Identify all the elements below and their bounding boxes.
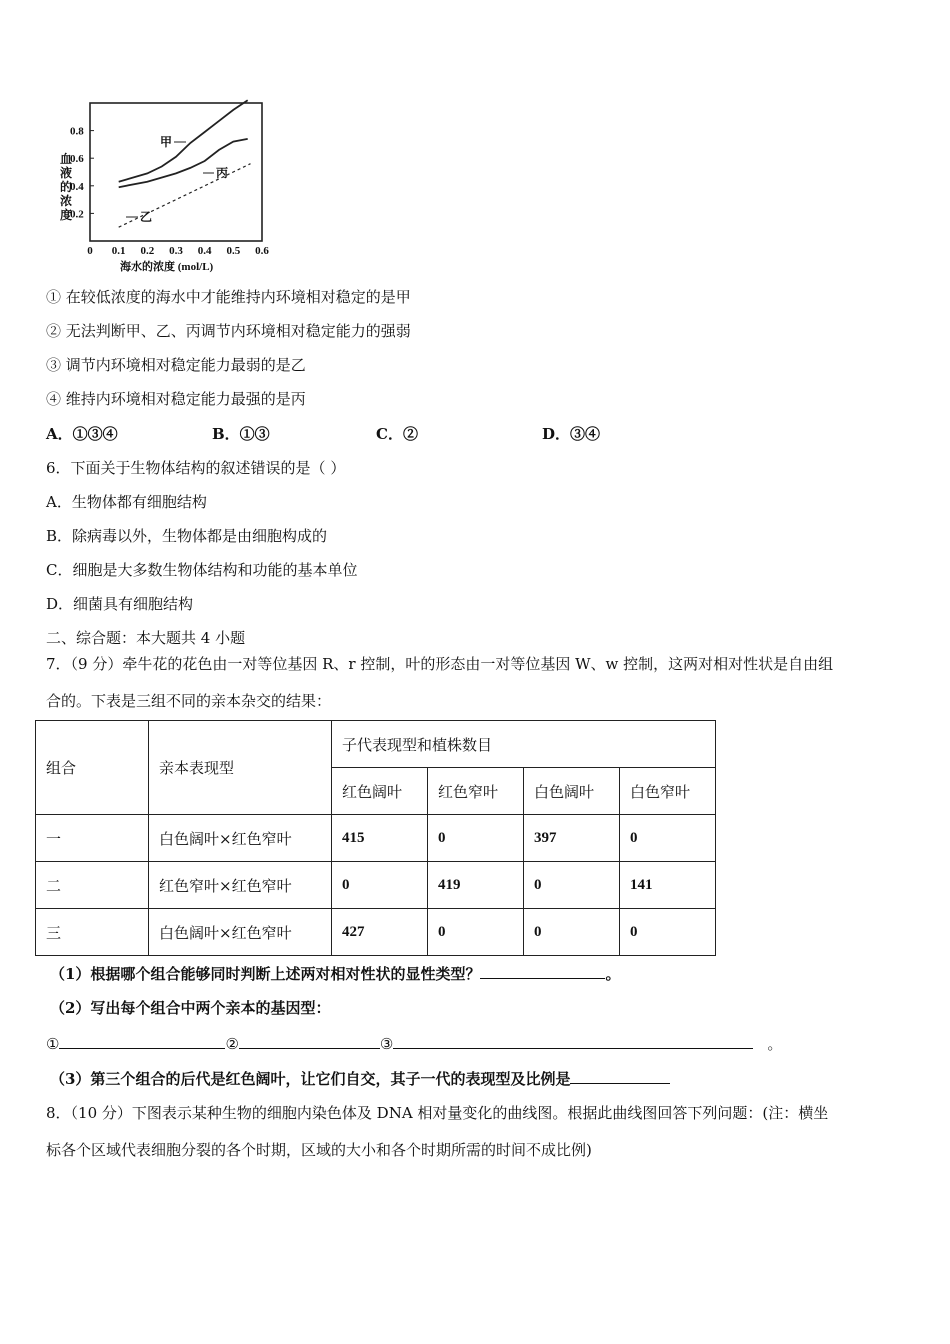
y-axis-label-3: 的 bbox=[60, 180, 73, 194]
q7-genotype-line bbox=[46, 1033, 782, 1054]
table-row bbox=[36, 815, 716, 862]
row-value: 419 bbox=[428, 862, 524, 909]
answer-blank-5[interactable] bbox=[570, 1069, 670, 1084]
table-row bbox=[36, 862, 716, 909]
row-value: 0 bbox=[524, 862, 620, 909]
series-label-jia: 甲 bbox=[160, 135, 173, 149]
series-line-1 bbox=[119, 164, 251, 228]
q5-item-2: ② 无法判断甲、乙、丙调节内环境相对稳定能力的强弱 bbox=[46, 322, 411, 340]
row-parent: 白色阔叶×红色窄叶 bbox=[149, 815, 332, 862]
q6-stem: 6．下面关于生物体结构的叙述错误的是（ ） bbox=[46, 459, 346, 477]
answer-blank-2[interactable] bbox=[59, 1034, 225, 1049]
row-value: 0 bbox=[428, 815, 524, 862]
plot-frame bbox=[90, 103, 262, 241]
table-row bbox=[36, 909, 716, 956]
q5-option-a: A．①③④ bbox=[46, 425, 118, 443]
y-tick-label: 0.2 bbox=[70, 208, 84, 221]
answer-blank-3[interactable] bbox=[239, 1034, 380, 1049]
x-tick-label: 0.3 bbox=[169, 245, 183, 257]
row-value: 415 bbox=[332, 815, 428, 862]
header-red-narrow: 红色窄叶 bbox=[428, 768, 524, 815]
q6-option-d: D．细菌具有细胞结构 bbox=[46, 595, 194, 613]
genotype-mark-2: ② bbox=[225, 1035, 239, 1053]
row-parent: 红色窄叶×红色窄叶 bbox=[149, 862, 332, 909]
q6-option-c: C．细胞是大多数生物体结构和功能的基本单位 bbox=[46, 561, 358, 579]
row-value: 0 bbox=[428, 909, 524, 956]
q7-line2: 合的。下表是三组不同的亲本杂交的结果： bbox=[46, 692, 332, 710]
row-value: 427 bbox=[332, 909, 428, 956]
q7-sub1-end: 。 bbox=[605, 965, 621, 983]
y-tick-label: 0.6 bbox=[70, 153, 84, 166]
x-axis-label: 海水的浓度 (mol/L) bbox=[120, 261, 214, 273]
genotype-end: 。 bbox=[767, 1035, 783, 1053]
q7-sub2: （2）写出每个组合中两个亲本的基因型： bbox=[50, 999, 331, 1017]
header-white-narrow: 白色窄叶 bbox=[620, 768, 716, 815]
x-tick-label: 0.4 bbox=[197, 245, 212, 257]
y-axis-label-4: 浓 bbox=[60, 194, 73, 208]
section-heading: 二、综合题：本大题共 4 小题 bbox=[46, 629, 246, 647]
x-tick-label: 0.5 bbox=[226, 245, 241, 257]
q8-line1: 8．（10 分）下图表示某种生物的细胞内染色体及 DNA 相对量变化的曲线图。根据此曲线图回答下列问题：(注：横坐 bbox=[46, 1104, 829, 1122]
header-group: 组合 bbox=[36, 721, 149, 815]
row-value: 0 bbox=[620, 909, 716, 956]
answer-blank-4[interactable] bbox=[393, 1034, 753, 1049]
q5-option-c: C．② bbox=[376, 425, 418, 443]
q8-line2: 标各个区域代表细胞分裂的各个时期，区域的大小和各个时期所需的时间不成比例) bbox=[46, 1141, 592, 1159]
q7-sub3-text: （3）第三个组合的后代是红色阔叶，让它们自交，其子一代的表现型及比例是 bbox=[50, 1070, 571, 1088]
row-value: 0 bbox=[620, 815, 716, 862]
cross-results-table bbox=[35, 720, 716, 956]
answer-blank-1[interactable] bbox=[480, 964, 605, 979]
genotype-mark-1: ① bbox=[46, 1035, 60, 1053]
q5-item-3: ③ 调节内环境相对稳定能力最弱的是乙 bbox=[46, 356, 306, 374]
row-group: 三 bbox=[36, 909, 149, 956]
q7-sub1 bbox=[50, 963, 620, 984]
q6-option-b: B．除病毒以外，生物体都是由细胞构成的 bbox=[46, 527, 328, 545]
row-parent: 白色阔叶×红色窄叶 bbox=[149, 909, 332, 956]
x-tick-label: 0.2 bbox=[140, 245, 155, 257]
y-tick-label: 0.8 bbox=[70, 125, 84, 138]
header-parent: 亲本表现型 bbox=[149, 721, 332, 815]
series-line-0 bbox=[119, 100, 248, 182]
q5-option-d: D．③④ bbox=[542, 425, 601, 443]
series-label-yi: 乙 bbox=[140, 210, 153, 224]
row-value: 0 bbox=[524, 909, 620, 956]
x-tick-label: 0.1 bbox=[111, 245, 126, 257]
q5-item-4: ④ 维持内环境相对稳定能力最强的是丙 bbox=[46, 390, 306, 408]
row-group: 一 bbox=[36, 815, 149, 862]
q6-option-a: A．生物体都有细胞结构 bbox=[46, 493, 207, 511]
y-tick-label: 0.4 bbox=[70, 180, 84, 193]
series-line-2 bbox=[119, 139, 248, 187]
header-white-broad: 白色阔叶 bbox=[524, 768, 620, 815]
q5-item-1: ① 在较低浓度的海水中才能维持内环境相对稳定的是甲 bbox=[46, 288, 411, 306]
row-group: 二 bbox=[36, 862, 149, 909]
x-tick-label: 0.6 bbox=[255, 245, 269, 257]
header-offspring: 子代表现型和植株数目 bbox=[332, 721, 716, 768]
series-label-bing: 丙 bbox=[216, 166, 229, 180]
q7-sub1-text: （1）根据哪个组合能够同时判断上述两对相对性状的显性类型？ bbox=[50, 965, 481, 983]
y-axis-label-5: 度 bbox=[60, 208, 73, 222]
row-value: 141 bbox=[620, 862, 716, 909]
x-tick-label: 0 bbox=[87, 245, 93, 257]
y-axis-label-2: 液 bbox=[60, 166, 73, 180]
q5-option-b: B．①③ bbox=[212, 425, 270, 443]
concentration-chart bbox=[40, 95, 280, 275]
q7-line1: 7．（9 分）牵牛花的花色由一对等位基因 R、r 控制，叶的形态由一对等位基因 W、w 控制，这两对相对性状是自由组 bbox=[46, 655, 834, 673]
y-axis-label-1: 血 bbox=[60, 152, 73, 166]
row-value: 0 bbox=[332, 862, 428, 909]
header-red-broad: 红色阔叶 bbox=[332, 768, 428, 815]
q7-sub3 bbox=[50, 1068, 670, 1089]
row-value: 397 bbox=[524, 815, 620, 862]
genotype-mark-3: ③ bbox=[379, 1035, 394, 1053]
